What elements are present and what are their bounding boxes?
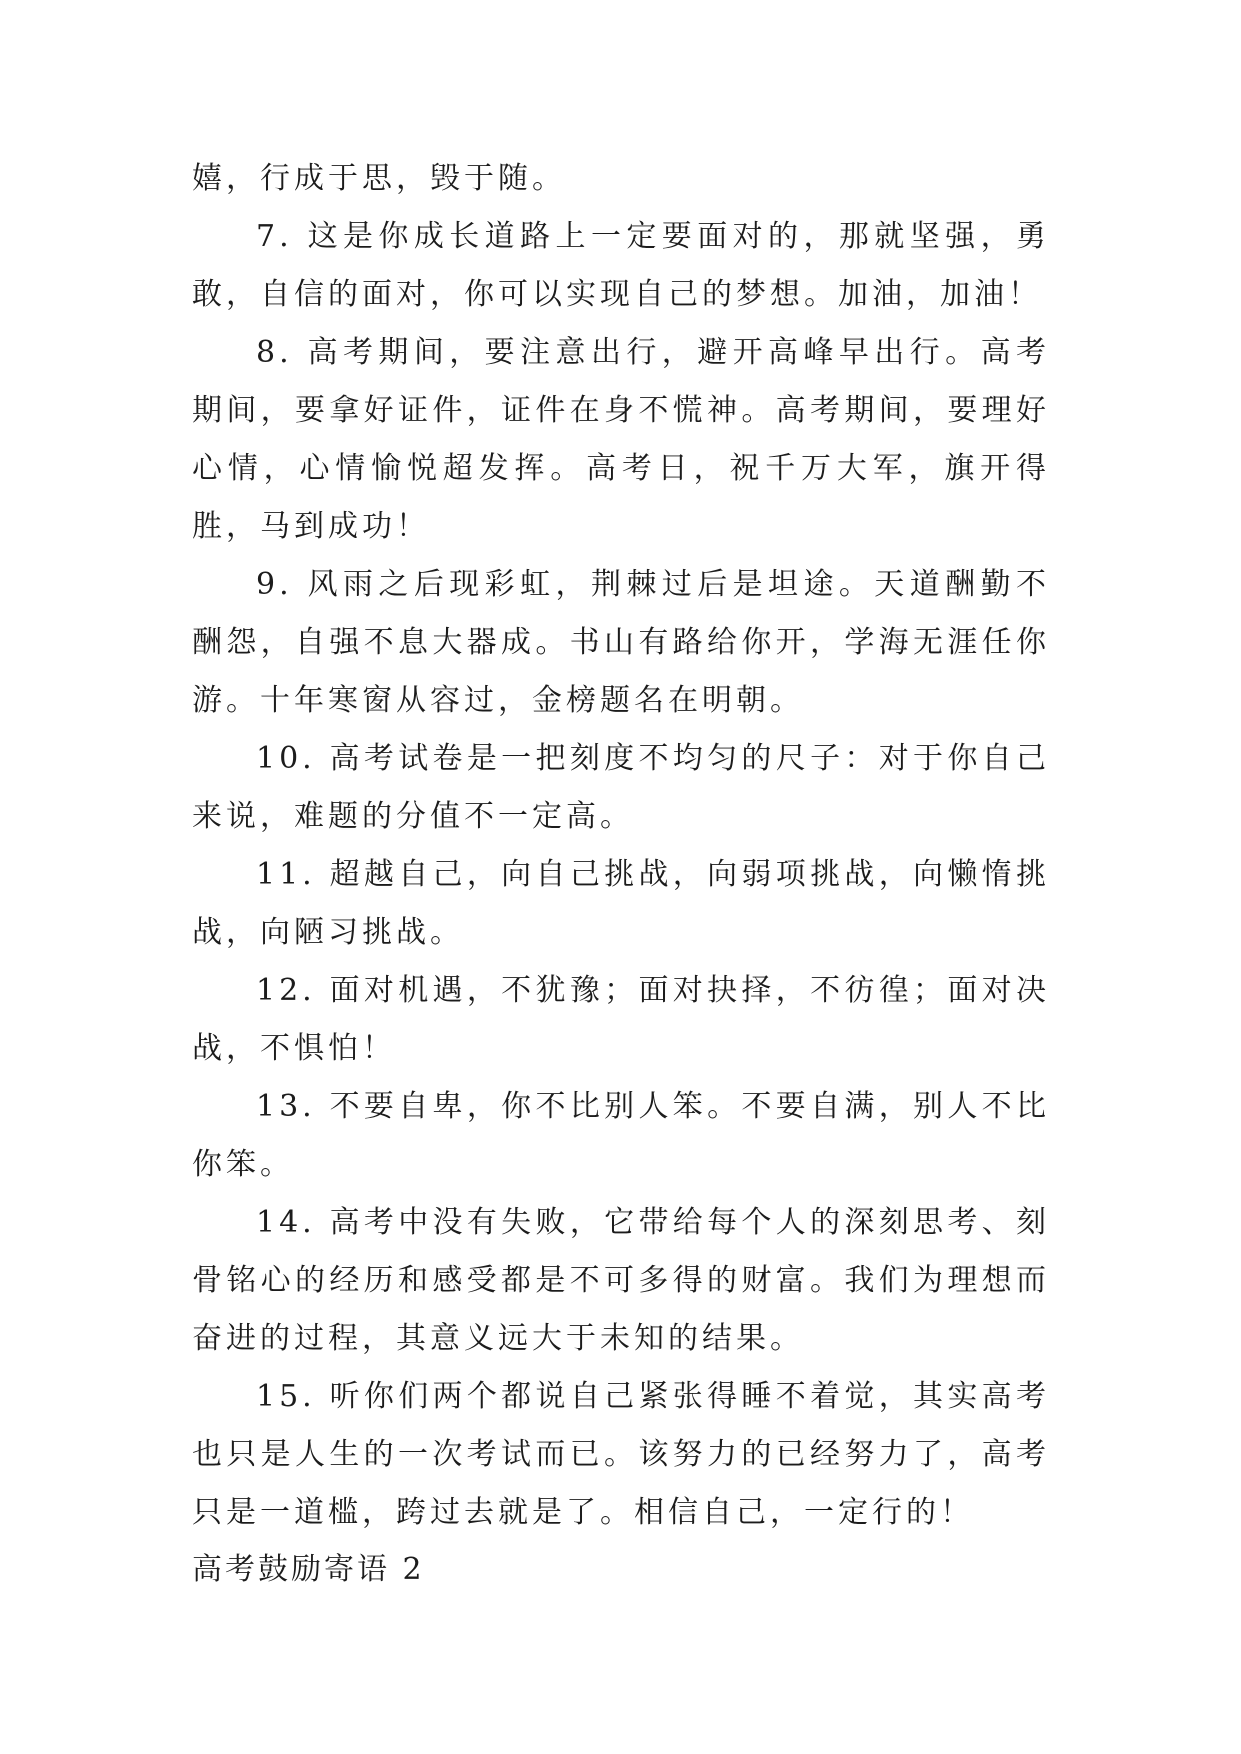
paragraph-item-7: 7. 这是你成长道路上一定要面对的，那就坚强，勇敢，自信的面对，你可以实现自己的梦想。加油，加油！ <box>192 219 1050 312</box>
paragraph-continuation: 嬉，行成于思，毁于随。 <box>192 161 566 196</box>
paragraph-item-14: 14. 高考中没有失败，它带给每个人的深刻思考、刻骨铭心的经历和感受都是不可多得的财富。我们为理想而奋进的过程，其意义远大于未知的结果。 <box>192 1205 1050 1356</box>
section-heading: 高考鼓励寄语 2 <box>192 1552 425 1587</box>
paragraph-item-12: 12. 面对机遇，不犹豫；面对抉择，不彷徨；面对决战，不惧怕！ <box>192 973 1050 1066</box>
paragraph-item-15: 15. 听你们两个都说自己紧张得睡不着觉，其实高考也只是人生的一次考试而已。该努力的已经努力了，高考只是一道槛，跨过去就是了。相信自己，一定行的！ <box>192 1379 1050 1530</box>
document-body <box>192 150 1050 1598</box>
paragraph-item-8: 8. 高考期间，要注意出行，避开高峰早出行。高考期间，要拿好证件，证件在身不慌神。高考期间，要理好心情，心情愉悦超发挥。高考日，祝千万大军，旗开得胜，马到成功！ <box>192 335 1050 544</box>
paragraph-item-11: 11. 超越自己，向自己挑战，向弱项挑战，向懒惰挑战，向陋习挑战。 <box>192 857 1050 950</box>
paragraph-item-9: 9. 风雨之后现彩虹，荆棘过后是坦途。天道酬勤不酬怨，自强不息大器成。书山有路给你开，学海无涯任你游。十年寒窗从容过，金榜题名在明朝。 <box>192 567 1050 718</box>
paragraph-item-10: 10. 高考试卷是一把刻度不均匀的尺子：对于你自己来说，难题的分值不一定高。 <box>192 741 1050 834</box>
paragraph-item-13: 13. 不要自卑，你不比别人笨。不要自满，别人不比你笨。 <box>192 1089 1050 1182</box>
